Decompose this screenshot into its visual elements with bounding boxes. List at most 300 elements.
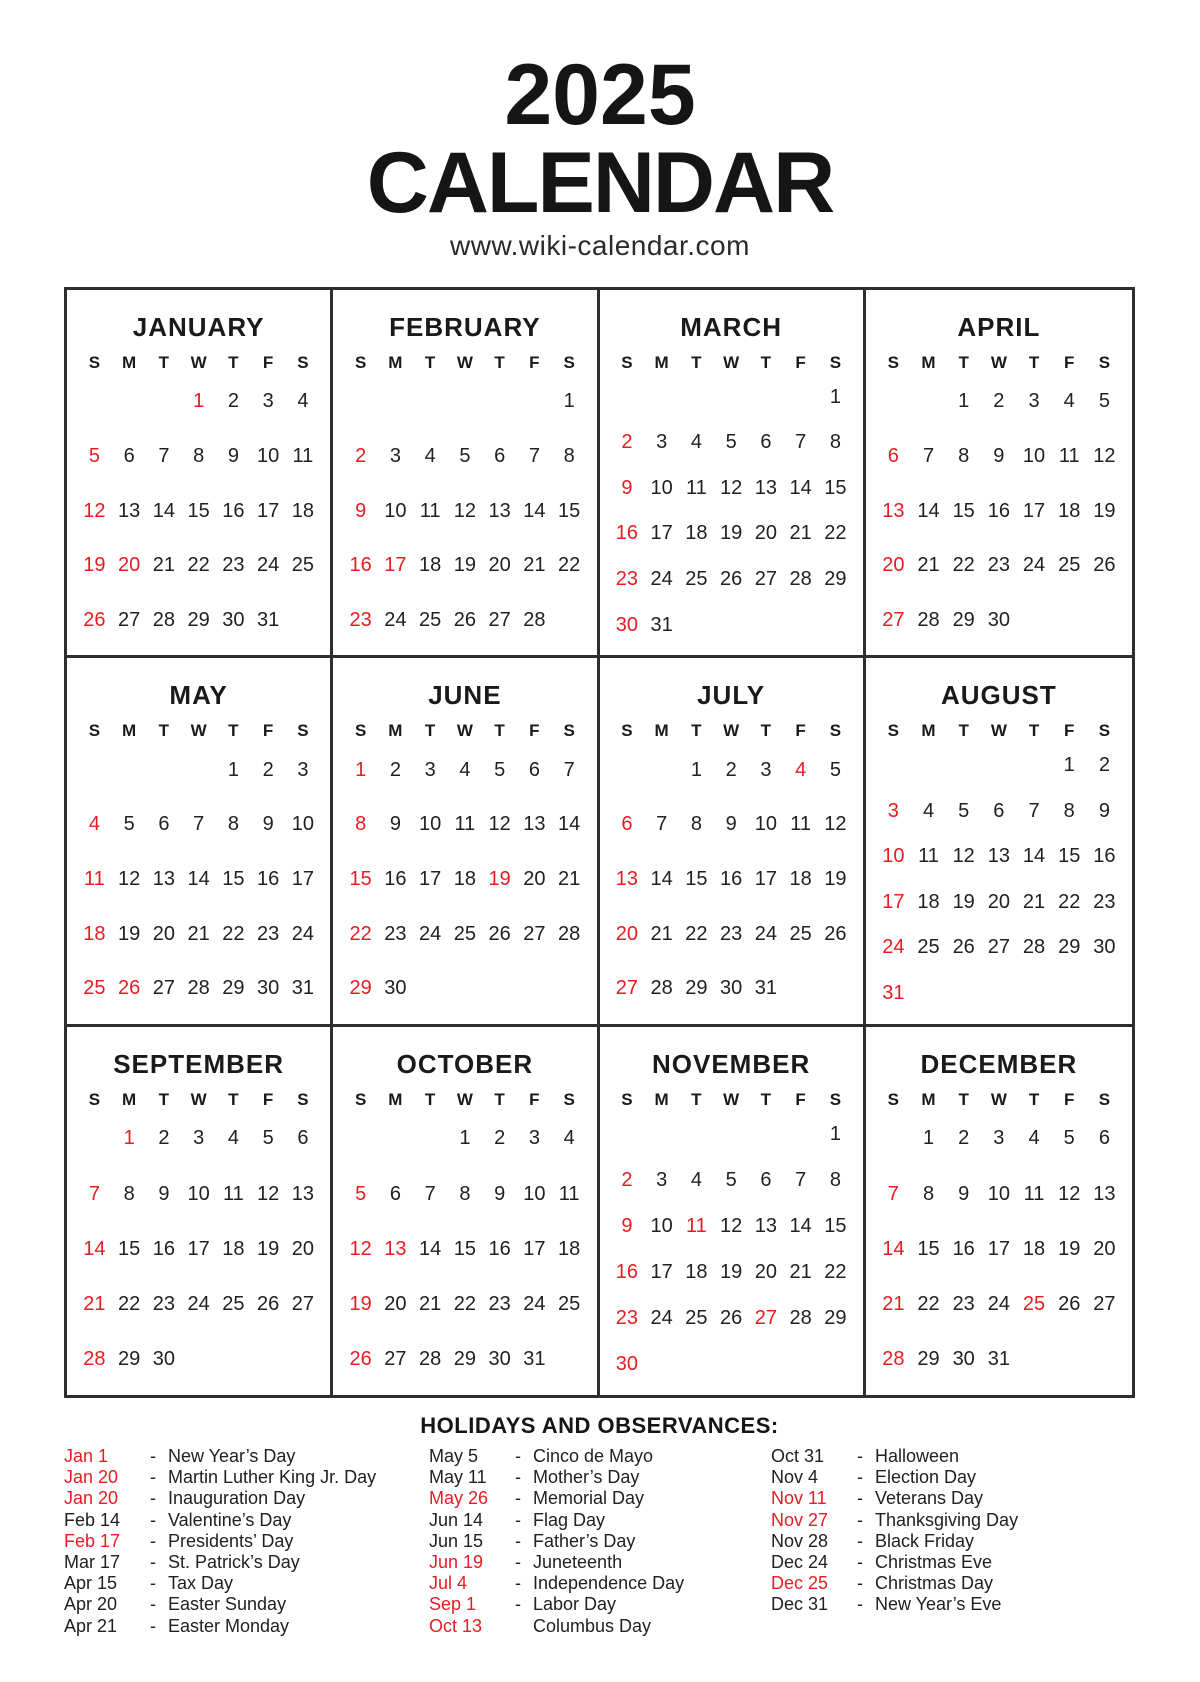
month-title: FEBRUARY: [389, 312, 541, 342]
day-cell: 29: [118, 1348, 141, 1371]
day-cell: 14: [789, 1214, 812, 1237]
week-row: [876, 981, 1122, 1005]
day-cell: [378, 1126, 413, 1150]
day-cell: 27: [754, 1306, 777, 1329]
day-cell: 25: [291, 554, 314, 577]
holiday-entry: [429, 1446, 771, 1467]
week-row: [876, 389, 1122, 413]
day-cell: 7: [795, 431, 807, 454]
day-cell: 2: [494, 1127, 506, 1150]
holiday-separator: -: [150, 1615, 156, 1636]
day-cell: 19: [824, 867, 847, 890]
week-row: [610, 1168, 853, 1192]
weekday-letter: T: [158, 1089, 170, 1109]
day-cell: 20: [1093, 1237, 1116, 1260]
day-cell: 13: [118, 499, 141, 522]
holiday-entry: [771, 1552, 1135, 1573]
holiday-entry: [64, 1616, 429, 1637]
holidays-columns: [64, 1446, 1135, 1637]
day-cell: 11: [685, 476, 707, 499]
day-cell: 31: [257, 608, 280, 631]
weekday-letter: T: [158, 721, 170, 741]
day-cell: 23: [152, 1293, 175, 1316]
day-cell: 22: [558, 554, 581, 577]
holiday-separator: -: [857, 1594, 863, 1615]
day-cell: 3: [262, 390, 274, 413]
day-cell: 1: [958, 390, 970, 413]
holiday-separator: -: [150, 1552, 156, 1573]
day-cell: 11: [419, 499, 441, 522]
day-cell: 4: [922, 799, 935, 822]
day-cell: 10: [291, 813, 314, 836]
weeks: [77, 1111, 320, 1395]
day-cell: 3: [993, 1127, 1005, 1150]
day-cell: 12: [83, 499, 106, 522]
day-cell: 28: [83, 1348, 106, 1371]
day-cell: [749, 385, 784, 409]
day-cell: 31: [882, 981, 905, 1004]
day-cell: 26: [453, 608, 476, 631]
day-cell: 21: [789, 522, 812, 545]
week-row: [876, 1126, 1122, 1150]
day-cell: 18: [83, 922, 106, 945]
day-cell: 30: [615, 613, 638, 636]
day-cell: [1016, 608, 1051, 632]
holiday-name: Easter Monday: [168, 1615, 290, 1636]
weekday-letter: S: [563, 721, 575, 741]
weekday-letter: T: [1028, 721, 1040, 741]
week-row: [77, 922, 320, 946]
weekday-letter: T: [424, 1089, 436, 1109]
day-cell: 5: [88, 444, 100, 467]
day-cell: 26: [349, 1348, 372, 1371]
day-cell: 19: [118, 922, 141, 945]
day-cell: 5: [123, 813, 135, 836]
day-cell: 18: [789, 867, 812, 890]
day-cell: 21: [523, 554, 546, 577]
holiday-date: Jul 4: [429, 1573, 468, 1594]
day-cell: 17: [291, 867, 314, 890]
holiday-name: Mother’s Day: [533, 1467, 640, 1488]
holiday-separator: -: [857, 1488, 863, 1509]
day-cell: [714, 1352, 749, 1376]
holiday-date: Jun 14: [429, 1509, 484, 1530]
day-cell: 20: [754, 522, 777, 545]
day-cell: 14: [83, 1237, 106, 1260]
day-cell: 23: [952, 1293, 975, 1316]
day-cell: 4: [1028, 1127, 1040, 1150]
holiday-separator: -: [857, 1530, 863, 1551]
day-cell: 4: [563, 1127, 575, 1150]
day-cell: 25: [1058, 554, 1081, 577]
weekday-letter: S: [563, 1089, 575, 1109]
day-cell: [749, 1122, 784, 1146]
holiday-separator: -: [515, 1530, 521, 1551]
month-title: OCTOBER: [396, 1048, 534, 1079]
weekday-letter: F: [795, 1089, 806, 1109]
day-cell: 9: [993, 444, 1005, 467]
day-cell: 10: [882, 845, 905, 868]
day-cell: [644, 385, 679, 409]
day-cell: 19: [1058, 1237, 1081, 1260]
day-cell: 17: [257, 499, 280, 522]
day-cell: 3: [887, 799, 899, 822]
day-cell: 9: [494, 1182, 506, 1205]
day-cell: 8: [922, 1182, 935, 1205]
week-row: [77, 1182, 320, 1206]
day-cell: 23: [488, 1293, 511, 1316]
day-cell: 3: [297, 758, 309, 781]
months-grid: [64, 287, 1135, 1398]
day-cell: 26: [488, 922, 511, 945]
week-row: [610, 385, 853, 409]
weekday-letter: T: [494, 721, 505, 741]
day-cell: 10: [419, 813, 442, 836]
day-cell: 12: [824, 813, 847, 836]
day-cell: 1: [193, 390, 205, 413]
day-cell: 7: [887, 1182, 899, 1205]
day-cell: [679, 1122, 714, 1146]
holiday-name: Election Day: [875, 1467, 977, 1488]
day-cell: [343, 1126, 378, 1150]
day-cell: 8: [829, 1168, 841, 1191]
day-cell: 23: [222, 554, 245, 577]
holiday-name: Black Friday: [875, 1530, 975, 1551]
week-row: [343, 444, 586, 468]
day-cell: 1: [690, 758, 702, 781]
weeks: [343, 374, 586, 655]
week-row: [343, 499, 586, 523]
day-cell: 5: [958, 799, 970, 822]
day-cell: 28: [882, 1348, 905, 1371]
day-cell: 30: [488, 1348, 511, 1371]
week-row: [77, 867, 320, 891]
day-cell: 2: [227, 390, 239, 413]
day-cell: 15: [118, 1237, 141, 1260]
weekday-header-row: [77, 352, 320, 374]
day-cell: 9: [262, 813, 274, 836]
day-cell: 13: [152, 867, 175, 890]
day-cell: 14: [523, 499, 546, 522]
day-cell: 6: [621, 813, 633, 836]
holiday-entry: [429, 1594, 771, 1615]
day-cell: 6: [1098, 1127, 1110, 1150]
day-cell: 13: [488, 499, 511, 522]
day-cell: 10: [650, 1214, 673, 1237]
week-row: [610, 867, 853, 891]
day-cell: 10: [257, 444, 280, 467]
month-title: JANUARY: [132, 312, 265, 342]
weekday-letter: S: [354, 353, 367, 372]
day-cell: 25: [222, 1293, 245, 1316]
day-cell: 22: [824, 522, 847, 545]
day-cell: 30: [952, 1348, 975, 1371]
day-cell: 30: [720, 977, 743, 1000]
day-cell: 6: [760, 431, 772, 454]
month-title: JULY: [697, 680, 766, 711]
month-title: APRIL: [957, 312, 1041, 342]
day-cell: 3: [193, 1127, 205, 1150]
day-cell: [147, 758, 182, 782]
day-cell: 11: [1023, 1182, 1045, 1205]
weekday-letter: S: [563, 353, 575, 372]
day-cell: 23: [987, 554, 1010, 577]
day-cell: 1: [123, 1127, 135, 1150]
day-cell: 14: [650, 867, 673, 890]
day-cell: 30: [615, 1352, 638, 1375]
week-row: [610, 1260, 853, 1284]
day-cell: 21: [558, 867, 581, 890]
day-cell: 7: [656, 813, 668, 836]
day-cell: 15: [824, 1214, 847, 1237]
holiday-separator: -: [150, 1488, 156, 1509]
week-row: [610, 812, 853, 836]
day-cell: 30: [384, 977, 407, 1000]
day-cell: 24: [419, 922, 442, 945]
holiday-name: Juneteenth: [533, 1552, 623, 1573]
week-row: [77, 976, 320, 1000]
day-cell: 16: [952, 1237, 975, 1260]
day-cell: [749, 613, 784, 637]
holiday-entry: [771, 1573, 1135, 1594]
holiday-entry: [771, 1510, 1135, 1531]
day-cell: 22: [952, 554, 975, 577]
day-cell: 23: [615, 1306, 638, 1329]
weekday-letter: M: [122, 721, 137, 741]
day-cell: 29: [952, 608, 975, 631]
day-cell: 28: [789, 1306, 812, 1329]
weekday-letter: T: [424, 353, 436, 372]
weekday-letter: F: [262, 1089, 274, 1109]
weekday-letter: S: [297, 1089, 309, 1109]
day-cell: 19: [453, 554, 476, 577]
week-row: [876, 1182, 1122, 1206]
day-cell: 1: [1063, 754, 1075, 777]
holiday-name: Presidents’ Day: [168, 1530, 294, 1551]
weekday-letter: M: [388, 353, 403, 372]
day-cell: 23: [384, 922, 407, 945]
day-cell: 7: [1028, 799, 1040, 822]
day-cell: [343, 389, 378, 413]
day-cell: 20: [523, 867, 546, 890]
week-row: [77, 499, 320, 523]
site-url: www.wiki-calendar.com: [450, 230, 750, 261]
day-cell: [610, 385, 645, 409]
day-cell: 24: [1022, 554, 1046, 577]
holiday-separator: -: [515, 1467, 521, 1488]
day-cell: 17: [650, 1260, 673, 1283]
holiday-entry: [64, 1467, 429, 1488]
day-cell: [911, 981, 946, 1005]
day-cell: 11: [685, 1214, 707, 1237]
day-cell: [448, 389, 483, 413]
day-cell: 25: [685, 1306, 708, 1329]
week-row: [876, 1347, 1122, 1371]
holiday-separator: [503, 1616, 533, 1637]
holiday-date: Apr 15: [64, 1573, 118, 1594]
day-cell: 27: [882, 608, 905, 631]
day-cell: 4: [297, 390, 309, 413]
day-cell: [946, 981, 981, 1005]
week-row: [77, 553, 320, 577]
holiday-entry: [64, 1573, 429, 1594]
weekday-header-row: [876, 1089, 1122, 1111]
day-cell: [876, 389, 911, 413]
weekday-letter: M: [388, 1089, 403, 1109]
day-cell: 25: [789, 922, 812, 945]
weeks: [876, 742, 1122, 1023]
day-cell: 17: [987, 1237, 1010, 1260]
day-cell: 29: [824, 1306, 847, 1329]
week-row: [77, 444, 320, 468]
day-cell: 4: [88, 813, 100, 836]
day-cell: [482, 389, 517, 413]
weekday-letter: F: [529, 353, 540, 372]
day-cell: 3: [760, 758, 772, 781]
day-cell: 23: [1093, 890, 1116, 913]
day-cell: [112, 389, 147, 413]
day-cell: 29: [187, 608, 210, 631]
weekday-letter: F: [262, 721, 274, 741]
day-cell: 2: [355, 444, 367, 467]
day-cell: 8: [123, 1182, 135, 1205]
weekday-header-row: [876, 720, 1122, 742]
weeks: [610, 742, 853, 1023]
day-cell: 17: [523, 1237, 546, 1260]
day-cell: 10: [384, 499, 407, 522]
day-cell: 5: [829, 758, 841, 781]
day-cell: 21: [419, 1293, 442, 1316]
holiday-name: Labor Day: [533, 1594, 617, 1615]
weekday-letter: T: [760, 1089, 772, 1109]
holiday-column: [429, 1446, 771, 1637]
day-cell: 29: [824, 567, 847, 590]
day-cell: 15: [952, 499, 975, 522]
day-cell: 28: [650, 977, 673, 1000]
week-row: [343, 867, 586, 891]
day-cell: 16: [222, 499, 245, 522]
day-cell: 24: [650, 1306, 673, 1329]
day-cell: 16: [987, 499, 1010, 522]
weekday-letter: F: [795, 353, 806, 372]
weeks: [343, 742, 586, 1023]
day-cell: [517, 389, 552, 413]
month-title: AUGUST: [940, 680, 1057, 711]
day-cell: [413, 1126, 448, 1150]
weekday-letter: T: [691, 721, 702, 741]
day-cell: 9: [355, 499, 367, 522]
day-cell: 3: [1028, 390, 1040, 413]
weekday-letter: T: [494, 353, 505, 372]
month-title: JUNE: [428, 680, 502, 711]
day-cell: 18: [685, 522, 708, 545]
day-cell: 1: [459, 1127, 471, 1150]
weekday-letter: S: [887, 721, 899, 741]
day-cell: 17: [384, 554, 407, 577]
day-cell: 1: [829, 1122, 841, 1145]
day-cell: 17: [882, 890, 905, 913]
weekday-letter: F: [262, 353, 274, 372]
day-cell: 8: [355, 813, 367, 836]
day-cell: 31: [987, 1348, 1010, 1371]
weekday-letter: F: [1064, 721, 1075, 741]
day-cell: 28: [1022, 936, 1046, 959]
day-cell: 22: [118, 1293, 141, 1316]
weekday-letter: S: [1098, 353, 1111, 372]
day-cell: 24: [257, 554, 280, 577]
weekday-letter: T: [424, 721, 436, 741]
day-cell: 4: [795, 758, 807, 781]
day-cell: 21: [187, 922, 210, 945]
holiday-entry: [429, 1488, 771, 1509]
holiday-entry: [64, 1552, 429, 1573]
weekday-letter: W: [190, 353, 207, 372]
day-cell: 4: [690, 431, 702, 454]
day-cell: 28: [917, 608, 940, 631]
day-cell: [1052, 1347, 1087, 1371]
day-cell: [77, 389, 112, 413]
day-cell: [783, 385, 818, 409]
day-cell: 18: [291, 499, 314, 522]
holiday-entry: [429, 1531, 771, 1552]
day-cell: 12: [488, 813, 511, 836]
day-cell: 20: [384, 1293, 407, 1316]
week-row: [610, 1352, 853, 1376]
day-cell: 8: [193, 444, 205, 467]
day-cell: [714, 385, 749, 409]
header: [0, 0, 1200, 260]
week-row: [610, 476, 853, 500]
holiday-date: Nov 28: [771, 1530, 829, 1551]
holiday-separator: -: [857, 1446, 863, 1466]
day-cell: 21: [917, 554, 940, 577]
day-cell: 13: [754, 1214, 777, 1237]
day-cell: 24: [882, 936, 905, 959]
day-cell: 11: [222, 1182, 244, 1205]
holiday-entry: [771, 1467, 1135, 1488]
holiday-date: Apr 21: [64, 1615, 118, 1636]
day-cell: 31: [523, 1348, 546, 1371]
day-cell: 10: [187, 1182, 210, 1205]
week-row: [876, 799, 1122, 823]
weekday-letter: S: [88, 1089, 101, 1109]
day-cell: 17: [1022, 499, 1046, 522]
week-row: [876, 499, 1122, 523]
weekday-letter: T: [958, 1089, 969, 1109]
holiday-date: Dec 24: [771, 1552, 829, 1573]
weekday-letter: S: [297, 353, 309, 372]
day-cell: 14: [882, 1237, 905, 1260]
day-cell: 25: [917, 936, 940, 959]
weekday-letter: W: [990, 353, 1007, 372]
day-cell: 9: [621, 476, 633, 499]
day-cell: 24: [384, 608, 407, 631]
day-cell: [783, 1352, 818, 1376]
weekday-letter: F: [529, 721, 540, 741]
holiday-name: Cinco de Mayo: [533, 1446, 654, 1466]
weekday-letter: T: [228, 721, 239, 741]
day-cell: 28: [419, 1348, 442, 1371]
day-cell: 31: [291, 977, 314, 1000]
day-cell: 27: [488, 608, 511, 631]
day-cell: [1052, 608, 1087, 632]
day-cell: 2: [725, 758, 737, 781]
day-cell: 8: [829, 431, 841, 454]
weeks: [77, 374, 320, 655]
day-cell: 27: [384, 1348, 407, 1371]
day-cell: [251, 1347, 286, 1371]
holiday-entry: [771, 1531, 1135, 1552]
